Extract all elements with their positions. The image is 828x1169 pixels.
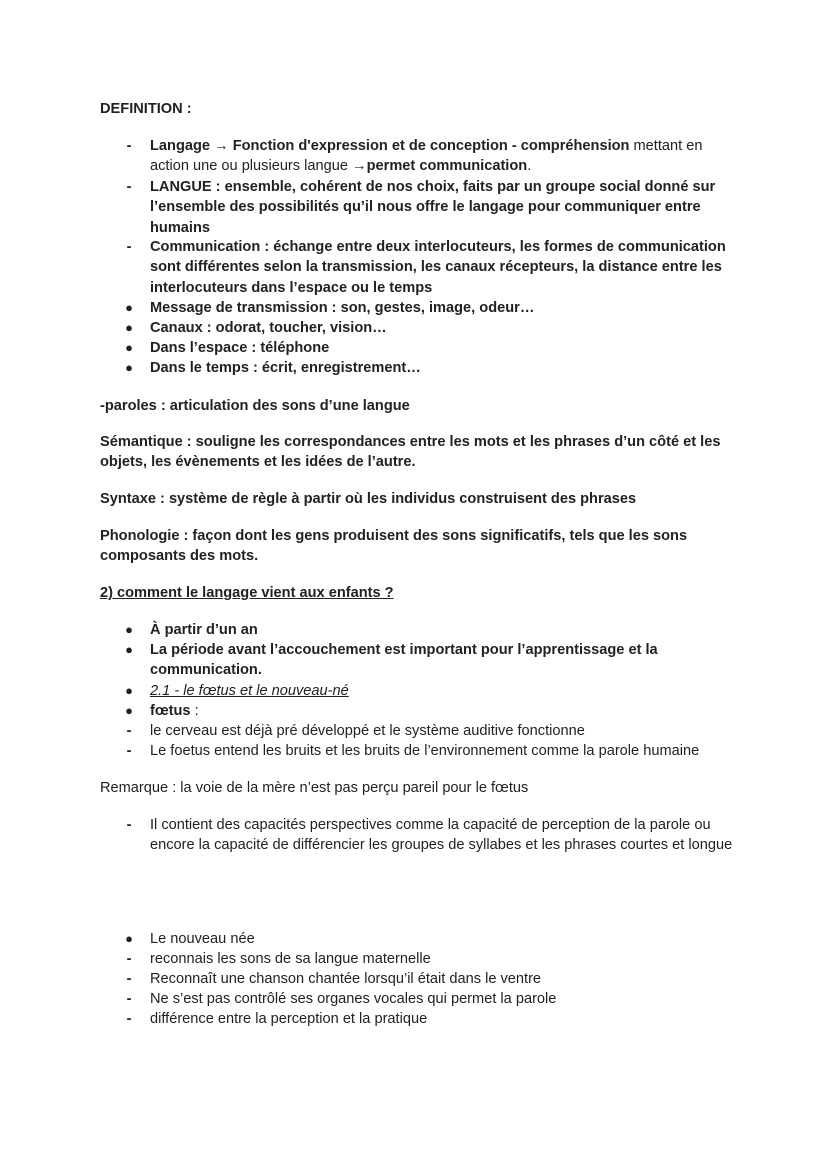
list-item: ● Dans le temps : écrit, enregistrement… — [150, 358, 740, 378]
bullet-icon: ● — [125, 320, 133, 335]
list-item: - Le foetus entend les bruits et les bruits de l’environnement comme la parole humaine — [150, 741, 740, 761]
bullet-icon: ● — [125, 642, 133, 657]
list-item — [126, 177, 740, 238]
list-item — [126, 815, 740, 856]
list-item: - différence entre la perception et la pratique — [150, 1009, 740, 1029]
list-item: ● Message de transmission : son, gestes, image, odeur… — [150, 298, 740, 318]
subsection-title: 2.1 - le fœtus et le nouveau-né — [150, 683, 349, 699]
bullet-icon: ● — [125, 622, 133, 637]
list-item: ● Canaux : odorat, toucher, vision… — [150, 318, 740, 338]
dash-marker: - — [126, 817, 132, 833]
communication-definition: Communication : échange entre deux interlocuteurs, les formes de communication sont différentes selon la transmission, les canaux récepteurs, la distance entre les interlocuteurs dans l’espace ou le temps — [150, 239, 726, 296]
dash-marker: - — [126, 723, 132, 739]
syntaxe-paragraph: Syntaxe : système de règle à partir où les individus construisent des phrases — [100, 491, 637, 507]
dash-marker: - — [126, 971, 132, 987]
bullet-icon: ● — [125, 300, 133, 315]
section-title: 2) comment le langage vient aux enfants ? — [100, 585, 394, 601]
capacites-paragraph: Il contient des capacités perspectives comme la capacité de perception de la parole ou encore la capacité de différencier les groupes de syllabes et les phrases courtes et longue — [150, 817, 733, 854]
paroles-paragraph: -paroles : articulation des sons d’une langue — [100, 398, 410, 414]
dash-marker: - — [126, 743, 132, 759]
semantique-paragraph: Sémantique : souligne les correspondances entre les mots et les phrases d’un côté et les objets, les évènements et les idées de l’autre. — [100, 434, 721, 471]
langage-definition: Langage → Fonction d'expression et de conception - compréhension mettant en action une ou plusieurs langue →permet communication. — [150, 138, 703, 175]
list-item: - le cerveau est déjà pré développé et le système auditive fonctionne — [150, 721, 740, 741]
list-item — [125, 681, 740, 701]
bullet-icon: ● — [125, 340, 133, 355]
bullet-icon: ● — [125, 931, 133, 946]
list-item — [126, 237, 740, 298]
bullet-icon: ● — [125, 360, 133, 375]
dash-marker: - — [126, 991, 132, 1007]
list-item: - Reconnaît une chanson chantée lorsqu’il était dans le ventre — [150, 969, 740, 989]
remarque-paragraph: Remarque : la voie de la mère n’est pas perçu pareil pour le fœtus — [100, 780, 529, 796]
bullet-icon: ● — [125, 683, 133, 698]
list-item: ● À partir d’un an — [150, 620, 740, 640]
list-item: - Ne s’est pas contrôlé ses organes vocales qui permet la parole — [150, 989, 740, 1009]
list-item: ● Le nouveau née — [150, 929, 740, 949]
list-item — [126, 136, 740, 177]
dash-marker: - — [126, 1011, 132, 1027]
bullet-icon: ● — [125, 703, 133, 718]
list-item: ● fœtus : — [150, 701, 740, 721]
phonologie-paragraph: Phonologie : façon dont les gens produisent des sons significatifs, tels que les sons composants des mots. — [100, 528, 688, 565]
dash-marker: - — [126, 179, 132, 195]
list-item: ● Dans l’espace : téléphone — [150, 338, 740, 358]
list-item: - reconnais les sons de sa langue maternelle — [150, 949, 740, 969]
dash-marker: - — [126, 951, 132, 967]
langue-definition: LANGUE : ensemble, cohérent de nos choix, faits par un groupe social donné sur l’ensemble des possibilités qu’il nous offre le langage pour communiquer entre humains — [150, 179, 716, 236]
dash-marker: - — [126, 138, 132, 154]
definition-heading: DEFINITION : — [100, 101, 192, 117]
list-item: ● La période avant l’accouchement est important pour l’apprentissage et la communication. — [150, 640, 740, 681]
dash-marker: - — [126, 239, 132, 255]
